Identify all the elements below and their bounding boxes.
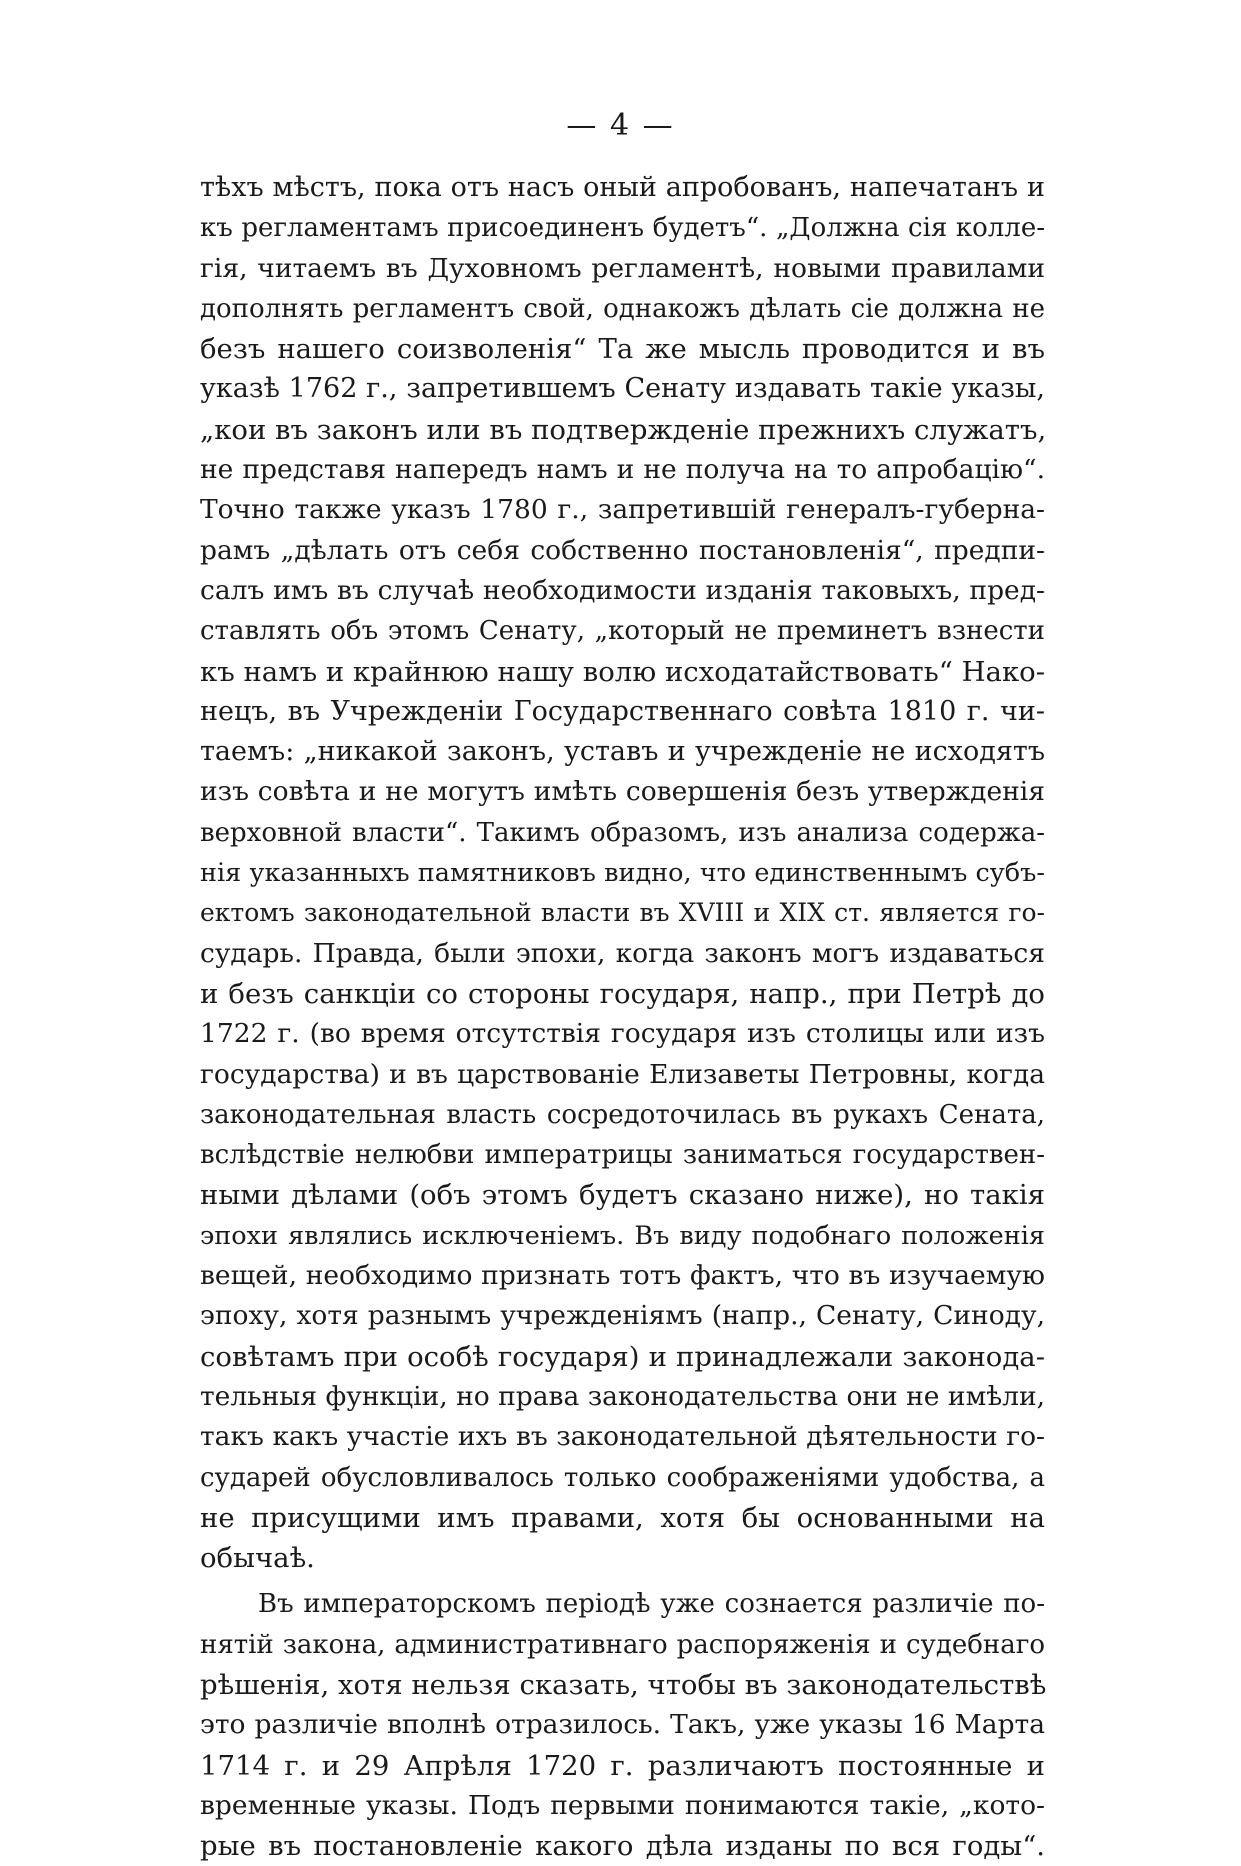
text-line: нецъ, въ Учрежденіи Государственнаго совѣта 1810 г. чи- (200, 695, 1045, 727)
text-line: не присущими имъ правами, хотя бы основанными на (200, 1501, 1045, 1534)
text-line: рамъ „дѣлать отъ себя собственно постановленія“, предпи- (200, 534, 1045, 566)
text-line: тѣхъ мѣстъ, пока отъ насъ оный апробованъ, напечатанъ и (200, 172, 1045, 203)
text-line: ектомъ законодательной власти въ XVIII и XIX ст. является го- (200, 898, 1045, 928)
text-line: нія указанныхъ памятниковъ видно, что единственнымъ субъ- (200, 858, 1045, 889)
text-line: „кои въ законъ или въ подтвержденіе прежнихъ служатъ, (200, 413, 1047, 446)
text-line: вслѣдствіе нелюбви императрицы заниматься государствен- (200, 1140, 1045, 1171)
text-line: эпохи являлись исключеніемъ. Въ виду подобнаго положенія (200, 1220, 1045, 1251)
text-line: рѣшенія, хотя нельзя сказать, чтобы въ законодательствѣ (200, 1668, 1047, 1701)
text-line: изъ совѣта и не могутъ имѣть совершенія безъ утвержденія (200, 776, 1045, 808)
page-number: — 4 — (566, 108, 675, 143)
text-line: не представя напередъ намъ и не получа на то апробацію“. (200, 454, 1045, 486)
text-line: сударь. Правда, были эпохи, когда законъ могъ издаваться (200, 937, 1045, 969)
text-line: 1722 г. (во время отсутствія государя изъ столицы или изъ (200, 1018, 1045, 1050)
text-line: верховной власти“. Такимъ образомъ, изъ анализа содержа- (200, 817, 1045, 848)
text-line: ставлять объ этомъ Сенату, „который не преминетъ взнести (200, 616, 1045, 647)
text-line: это различіе вполнѣ отразилось. Такъ, уже указы 16 Марта (200, 1709, 1045, 1741)
text-line: гія, читаемъ въ Духовномъ регламентѣ, новыми правилами (200, 252, 1045, 284)
text-line: 1714 г. и 29 Апрѣля 1720 г. различаютъ постоянные и (200, 1749, 1045, 1782)
text-line: такъ какъ участіе ихъ въ законодательной дѣятельности го- (200, 1421, 1045, 1453)
body-text (200, 168, 1045, 1866)
text-line: таемъ: „никакой законъ, уставъ и учрежденіе не исходятъ (200, 736, 1045, 768)
text-line: указѣ 1762 г., запретившемъ Сенату издавать такіе указы, (200, 373, 1045, 405)
text-line: къ регламентамъ присоединенъ будетъ“. „Должна сія колле- (200, 213, 1045, 244)
paragraph-end-line: обычаѣ. (200, 1542, 315, 1575)
text-line: салъ имъ въ случаѣ необходимости изданія таковыхъ, пред- (200, 574, 1045, 606)
text-line: безъ нашего соизволенія“ Та же мысль проводится и въ (200, 333, 1045, 366)
text-line: и безъ санкціи со стороны государя, напр., при Петрѣ до (200, 977, 1045, 1010)
text-line: временные указы. Подъ первыми понимаются такіе, „кото- (200, 1789, 1045, 1821)
text-line: ными дѣлами (объ этомъ будетъ сказано ниже), но такія (200, 1179, 1045, 1212)
text-line: совѣтамъ при особѣ государя) и принадлежали законода- (200, 1340, 1045, 1373)
text-line: Точно также указъ 1780 г., запретившій генералъ-губерна- (200, 494, 1045, 526)
text-line: нятій закона, административнаго распоряженія и судебнаго (200, 1629, 1045, 1660)
paragraph-start-line: Въ императорскомъ періодѣ уже сознается различіе по- (258, 1589, 1045, 1620)
text-line: сударей обусловливалось только соображеніями удобства, а (200, 1462, 1045, 1493)
text-line: эпоху, хотя разнымъ учрежденіямъ (напр., Сенату, Синоду, (200, 1300, 1045, 1332)
text-line: законодательная власть сосредоточилась въ рукахъ Сената, (200, 1099, 1045, 1130)
text-line: къ намъ и крайнюю нашу волю исходатайствовать“ Нако- (200, 655, 1045, 688)
text-line: тельныя функціи, но права законодательства они не имѣли, (200, 1380, 1046, 1412)
text-line: вещей, необходимо признать тотъ фактъ, что въ изучаемую (200, 1260, 1045, 1292)
text-line: государства) и въ царствованіе Елизаветы Петровны, когда (200, 1058, 1045, 1090)
text-line: рые въ постановленіе какого дѣла изданы по вся годы“. (200, 1830, 1045, 1863)
text-line: дополнять регламентъ свой, однакожъ дѣлать сіе должна не (200, 293, 1045, 324)
